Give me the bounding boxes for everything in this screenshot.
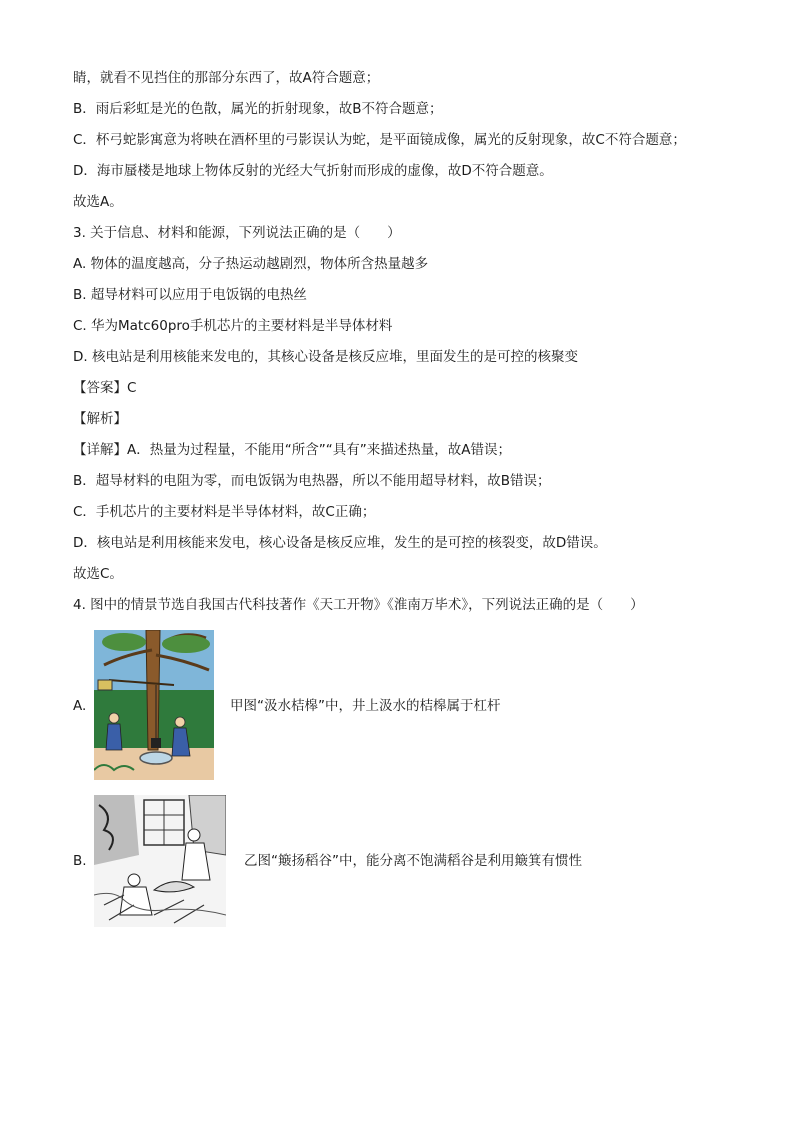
detail-line-3: C．手机芯片的主要材料是半导体材料，故C正确； [73, 504, 376, 520]
q3-option-d: D. 核电站是利用核能来发电的，其核心设备是核反应堆，里面发生的是可控的核聚变 [73, 349, 578, 365]
detail-line-4: D．核电站是利用核能来发电，核心设备是核反应堆，发生的是可控的核裂变，故D错误。 [73, 535, 607, 551]
text-line-1: 睛，就看不见挡住的那部分东西了，故A符合题意； [73, 70, 380, 86]
text-line-4: D．海市蜃楼是地球上物体反射的光经大气折射而形成的虚像，故D不符合题意。 [73, 163, 553, 179]
q4-option-a-text: 甲图“汲水桔槔”中，井上汲水的桔槔属于杠杆 [230, 698, 501, 714]
text-line-5: 故选A。 [73, 194, 123, 210]
question-4-stem: 4. 图中的情景节选自我国古代科技著作《天工开物》《淮南万毕术》，下列说法正确的是（ ） [73, 597, 644, 613]
answer-label: 【答案】C [73, 380, 137, 396]
question-3-stem: 3. 关于信息、材料和能源，下列说法正确的是（ ） [73, 225, 401, 241]
q4-option-b-letter: B. [73, 853, 87, 869]
detail-line-2: B．超导材料的电阻为零，而电饭锅为电热器，所以不能用超导材料，故B错误； [73, 473, 551, 489]
text-line-2: B．雨后彩虹是光的色散，属光的折射现象，故B不符合题意； [73, 101, 443, 117]
q3-option-b: B. 超导材料可以应用于电饭锅的电热丝 [73, 287, 307, 303]
text-line-3: C．杯弓蛇影寓意为将映在酒杯里的弓影误认为蛇，是平面镜成像，属光的反射现象，故C不符合题意； [73, 132, 686, 148]
winnowing-illustration [94, 795, 226, 927]
well-sweep-illustration [94, 630, 214, 780]
answer-choice: 故选C。 [73, 566, 123, 582]
q4-option-b-text: 乙图“簸扬稻谷”中，能分离不饱满稻谷是利用簸箕有惯性 [244, 853, 582, 869]
q4-option-a-letter: A. [73, 698, 87, 714]
q3-option-c: C. 华为Matc60pro手机芯片的主要材料是半导体材料 [73, 318, 393, 334]
analysis-label: 【解析】 [73, 411, 127, 427]
detail-line-1: 【详解】A．热量为过程量，不能用“所含”“具有”来描述热量，故A错误； [73, 442, 511, 458]
q3-option-a: A. 物体的温度越高，分子热运动越剧烈，物体所含热量越多 [73, 256, 429, 272]
